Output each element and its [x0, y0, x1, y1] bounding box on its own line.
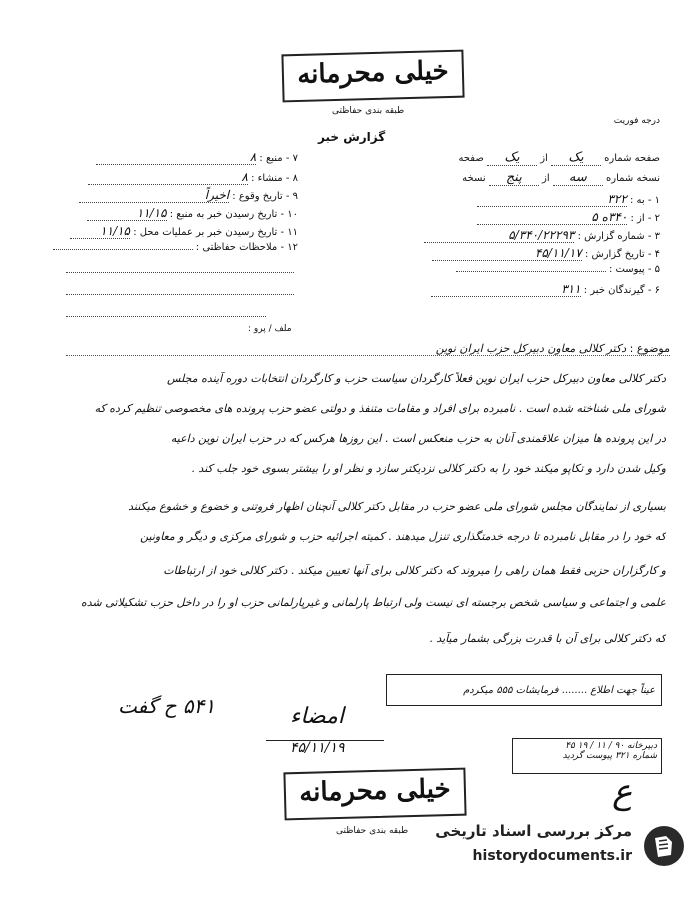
occurrence-date-field: ۹ - تاریخ وقوع : اخیراً — [48, 188, 298, 203]
signature-date: ۴۵/۱۱/۱۹ — [290, 740, 345, 756]
registration-line-1: دبیرخانه ۹۰ / ۱۱ / ۱۹ ۴۵ — [565, 741, 657, 751]
body-line: که خود را در مقابل نامبرده تا درجه خدمتگذاری تنزل میدهند . کمیته اجرائیه حزب و شورای مرکزی و دیگر و معاونین — [140, 530, 666, 543]
body-line: بسیاری از نمایندگان مجلس شورای ملی عضو حزب در مقابل دکتر کلالی آنچنان اظهار فروتنی و خضوع و خشوع میکنند — [128, 500, 666, 513]
file-label: ملف / پرو : — [248, 324, 292, 334]
top-classification-label: طبقه بندی حفاظتی — [332, 106, 405, 116]
report-date-field: ۴ - تاریخ گزارش : ۴۵/۱۱/۱۷ — [390, 246, 660, 261]
body-line: وکیل شدن دارد و تکاپو میکند خود را به دکتر کلالی نزدیکتر سازد و نظر او را بیشتر بسوی خود جلب کند . — [191, 462, 666, 475]
copy-number-field: نسخه شماره سه از پنج نسخه — [462, 170, 660, 185]
recipients-field: ۶ - گیرندگان خبر : ۳۱۱ — [390, 282, 660, 297]
signature: امضاء — [290, 704, 345, 729]
operations-receipt-date-field: ۱۱ - تاریخ رسیدن خبر بر عملیات محل : ۱۱/۱۵ — [28, 224, 298, 239]
body-line: که دکتر کلالی برای آن با قدرت بزرگی بشمار میآید . — [429, 632, 666, 645]
margin-mark: ع — [612, 772, 633, 812]
bottom-classification-label: طبقه بندی حفاظتی — [336, 826, 409, 836]
priority-label: درجه فوریت — [613, 116, 660, 126]
archive-logo-icon — [642, 824, 686, 868]
registration-line-2: شماره ۳۲۱ پیوست گردید — [562, 751, 657, 761]
blank-line — [66, 272, 294, 273]
report-number-field: ۳ - شماره گزارش : ۵/۳۴۰/۲۲۲۹۳ — [390, 228, 660, 243]
body-line: شورای ملی شناخته شده است . نامبرده برای افراد و مقامات متنفذ و دولتی عضو حزب پرونده های مخصوصی تنظیم کرده که — [94, 402, 666, 415]
subject-label: موضوع : — [629, 342, 670, 355]
top-classification-stamp: خیلی محرمانه — [281, 50, 464, 103]
source-receipt-date-field: ۱۰ - تاریخ رسیدن خبر به منبع : ۱۱/۱۵ — [48, 206, 298, 221]
security-notes-field: ۱۲ - ملاحظات حفاظتی : — [48, 242, 298, 253]
archive-watermark — [424, 818, 694, 906]
to-field: ۱ - به : ۳۲۲ — [390, 192, 660, 207]
bottom-classification-stamp: خیلی محرمانه — [283, 768, 466, 821]
attachment-field: ۵ - پیوست : — [390, 264, 660, 275]
from-field: ۲ - از : ۳۴۰ه ۵ — [390, 210, 660, 225]
body-line: دکتر کلالی معاون دبیرکل حزب ایران نوین فعلاً کارگردان سیاست حزب و کارگردان انتخابات دوره آینده مجلس — [167, 372, 666, 385]
body-line: و کارگزاران حزبی فقط همان راهی را میروند که دکتر کلالی برای آنها تعیین میکند . دکتر کلالی خود از ارتباطات — [163, 564, 666, 577]
archive-website: historydocuments.ir — [472, 848, 632, 864]
subject-text: دکتر کلالی معاون دبیرکل حزب ایران نوین — [435, 342, 627, 355]
subject-line — [66, 342, 670, 356]
handwritten-note-box: عیناً جهت اطلاع ........ فرمایشات ۵۵۵ میکردم — [386, 674, 662, 706]
page-number-field: صفحه شماره یک از یک صفحه — [458, 150, 660, 165]
source-field: ۷ - منبع : ۸ — [48, 150, 298, 165]
archive-center-name: مرکز بررسی اسناد تاریخی — [435, 822, 632, 840]
handwritten-left-note: ۵۴۱ ح گفت — [118, 694, 216, 718]
blank-line — [66, 316, 266, 317]
origin-field: ۸ - منشاء : ۸ — [48, 170, 298, 185]
body-line: در این پرونده ها میزان علاقمندی آنان به حزب منعکس است . این روزها هرکس که در حزب ایران نوین داعیه — [170, 432, 666, 445]
body-line: علمی و اجتماعی و سیاسی شخص برجسته ای نیست ولی ارتباط پارلمانی و غیرپارلمانی حزب او را در داخل حزب تشکیلاتی شده — [81, 596, 666, 609]
blank-line — [66, 294, 294, 295]
report-title: گزارش خبر — [318, 130, 386, 144]
registration-stamp — [512, 738, 662, 774]
